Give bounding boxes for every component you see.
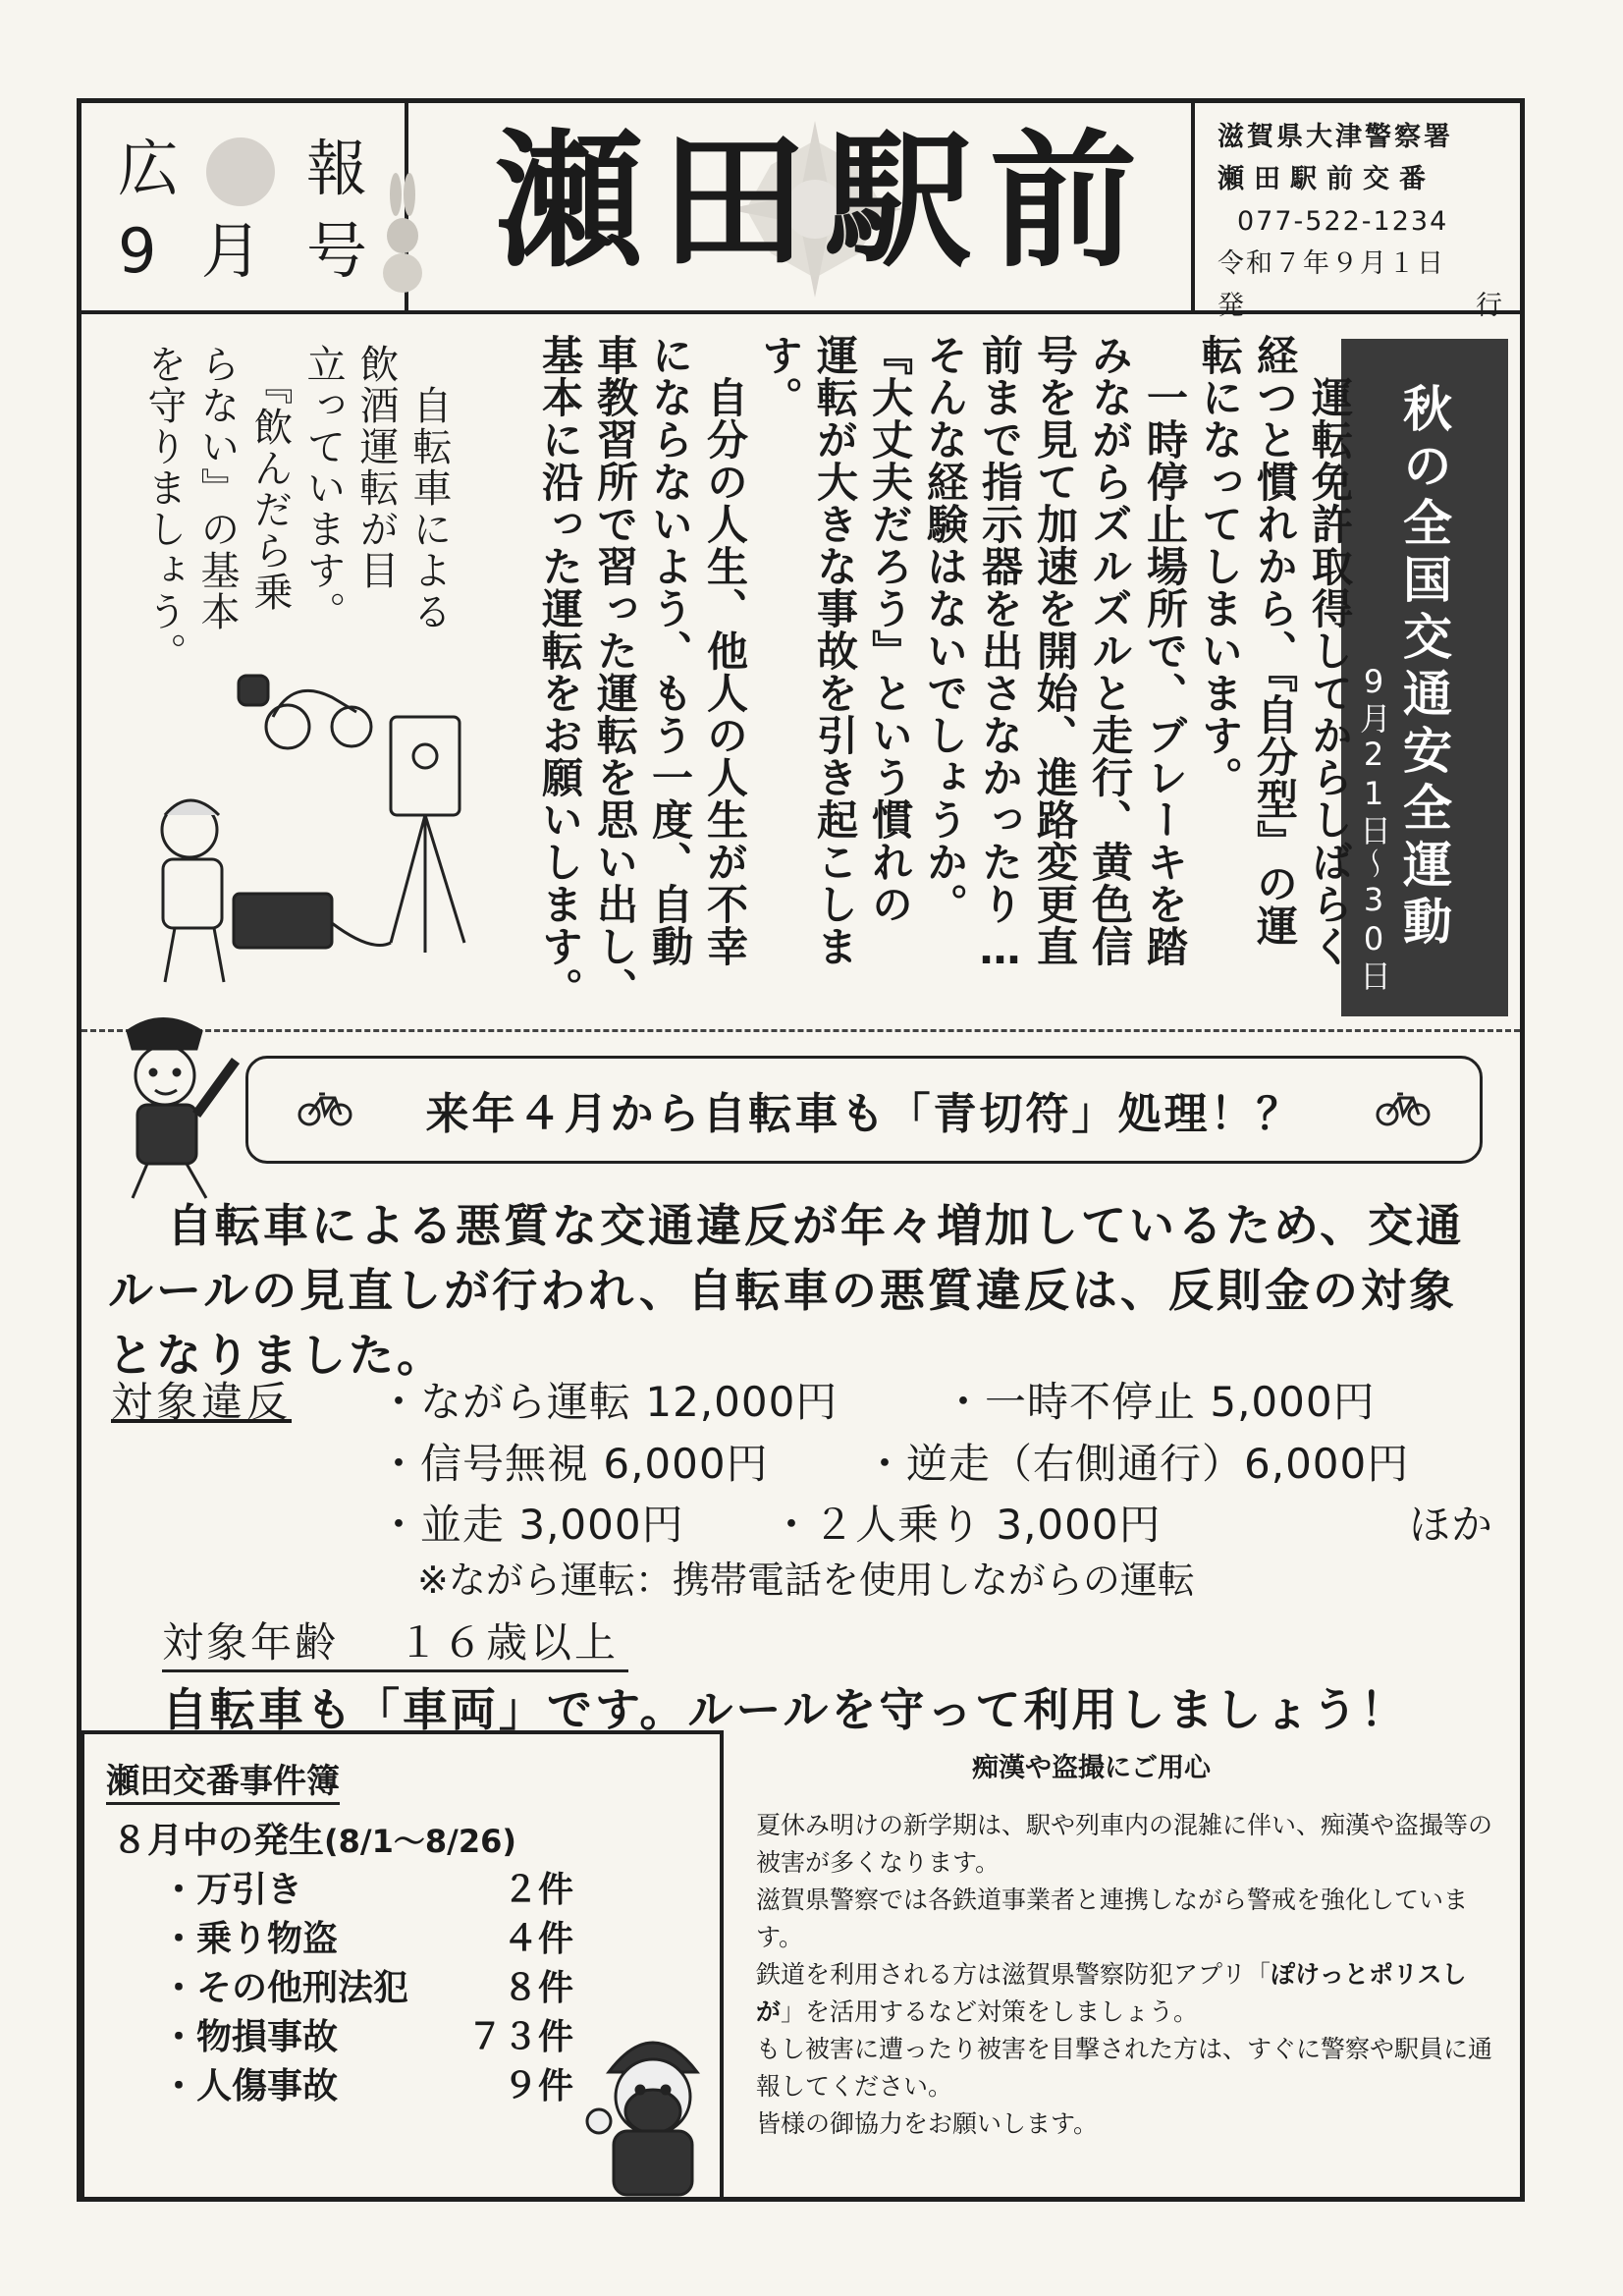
case-book-subtitle <box>112 1813 516 1863</box>
notice-paragraph: 皆様の御協力をお願いします。 <box>756 2109 1099 2138</box>
notice-text: 鉄道を利用される方は滋賀県警察防犯アプリ「 <box>756 1960 1271 1989</box>
age-label: 対象年齢 <box>162 1618 340 1667</box>
violation-item: ・逆走（右側通行）6,000円 <box>864 1440 1410 1488</box>
age-value: １６歳以上 <box>398 1618 620 1667</box>
case-count: ８件 <box>502 1968 573 2008</box>
case-book-period: (8/1〜8/26) <box>324 1823 516 1860</box>
issue-month-word: 月 <box>200 215 268 287</box>
issue-month-number: 9 <box>118 215 163 287</box>
issue-label <box>118 128 373 293</box>
case-label: ・物損事故 <box>161 2017 339 2057</box>
blue-ticket-banner <box>245 1056 1483 1164</box>
case-count: ２件 <box>502 1870 573 1910</box>
notice-title: 痴漢や盗撮にご用心 <box>972 1753 1211 1783</box>
case-label: ・万引き <box>161 1870 303 1910</box>
drunk-cycling-note: 自転車による 飲酒運転が目 立っています。 『飲んだら乗 らない』の基本 を守りましょう。 <box>141 344 452 674</box>
phone-number: 077-522-1234 <box>1237 206 1449 237</box>
police-station-name: 滋賀県大津警察署 <box>1217 122 1453 152</box>
notice-paragraph <box>756 1956 1492 2031</box>
issue-number-word: 号 <box>305 215 373 287</box>
bicycle-icon <box>1376 1088 1431 1127</box>
violation-item: ・並走 3,000円 <box>378 1501 684 1549</box>
banner-text: 来年４月から自転車も「青切符」処理！？ <box>425 1089 1303 1139</box>
officer-mascot-illustration <box>88 1002 245 1208</box>
notice-paragraph: 滋賀県警察では各鉄道事業者と連携しながら警戒を強化しています。 <box>756 1886 1469 1951</box>
bicycle-icon <box>298 1088 352 1127</box>
campaign-title: 秋の全国交通安全運動 <box>1395 383 1453 953</box>
violation-item: ・２人乗り 3,000円 <box>771 1501 1162 1549</box>
issue-word: 広 <box>118 133 186 204</box>
case-book-title: 瀬田交番事件簿 <box>106 1754 340 1805</box>
violation-more: ほか <box>1409 1501 1494 1549</box>
driving-habits-article: 運転免許取得してからしばらく 経つと慣れから、『自分型』の運 転になってしまいます。 一時停止場所で、ブレーキを踏 みながらズルズルと走行、黄色信 号を見て加速を開始、進路変更直 前まで指示器を出さなかったり… そんな経験はないでしょうか。 『大丈夫だろう』という慣れの 運転が大きな事故を引き起こしま す。 自分の人生、他人の人生が不幸 にならないよう、もう一度、自動 車教習所で習った運転を思い出し、 基本に沿った運転をお願いします。 <box>536 334 1354 1010</box>
campaign-panel <box>1341 339 1508 1016</box>
issue-date: 令和７年９月１日 <box>1217 248 1445 279</box>
case-row <box>161 1862 573 1912</box>
case-label: ・乗り物盗 <box>161 1919 339 1959</box>
case-count: ７３件 <box>466 2017 573 2057</box>
case-count: ９件 <box>502 2066 573 2106</box>
section-divider <box>81 1029 1520 1032</box>
police-dog-mascot-illustration <box>579 2003 727 2200</box>
published-word: 発 <box>1217 291 1244 321</box>
published-label <box>1217 285 1502 327</box>
target-age <box>162 1611 628 1672</box>
bicycle-slogan: 自転車も「車両」です。ルールを守って利用しましょう！ <box>162 1683 1409 1736</box>
violation-item: ・一時不停止 5,000円 <box>943 1378 1376 1426</box>
issue-word: 報 <box>305 133 373 204</box>
bicycle-rules-intro: 自転車による悪質な交通違反が年々増加しているため、交通ルールの見直しが行われ、自転車の悪質違反は、反則金の対象となりました。 <box>108 1199 1465 1382</box>
office-info <box>1217 116 1502 327</box>
notice-paragraph: もし被害に遭ったり被害を目撃された方は、すぐに警察や駅員に通報してください。 <box>756 2035 1493 2101</box>
campaign-dates: 9月21日〜30日 <box>1355 663 1392 993</box>
notice-text: 」を活用するなど対策をしましょう。 <box>781 1997 1199 2026</box>
notice-paragraph: 夏休み明けの新学期は、駅や列車内の混雑に伴い、痴漢や盗撮等の被害が多くなります。 <box>756 1811 1493 1877</box>
header-divider <box>1191 98 1195 312</box>
distracted-riding-note: ※ながら運転：携帯電話を使用しながらの運転 <box>417 1558 1195 1602</box>
violations-label: 対象違反 <box>111 1378 293 1426</box>
police-traffic-illustration <box>145 658 479 1031</box>
case-count: ４件 <box>502 1919 573 1959</box>
case-row <box>161 2058 573 2108</box>
case-row <box>161 1960 573 2010</box>
newsletter-title: 瀬田駅前 <box>494 115 1155 288</box>
published-word: 行 <box>1476 291 1502 321</box>
rabbit-icon <box>378 167 427 295</box>
violation-item: ・ながら運転 12,000円 <box>378 1378 839 1426</box>
case-row <box>161 1911 573 1961</box>
koban-name: 瀬田駅前交番 <box>1217 164 1435 194</box>
molestation-notice <box>756 1807 1492 2143</box>
case-row <box>161 2009 573 2059</box>
app-name: ぽけっとポリスしが <box>756 1960 1467 2026</box>
case-book-month: ８月中の発生 <box>112 1821 325 1861</box>
violation-item: ・信号無視 6,000円 <box>378 1440 769 1488</box>
case-label: ・その他刑法犯 <box>161 1968 409 2008</box>
case-label: ・人傷事故 <box>161 2066 339 2106</box>
